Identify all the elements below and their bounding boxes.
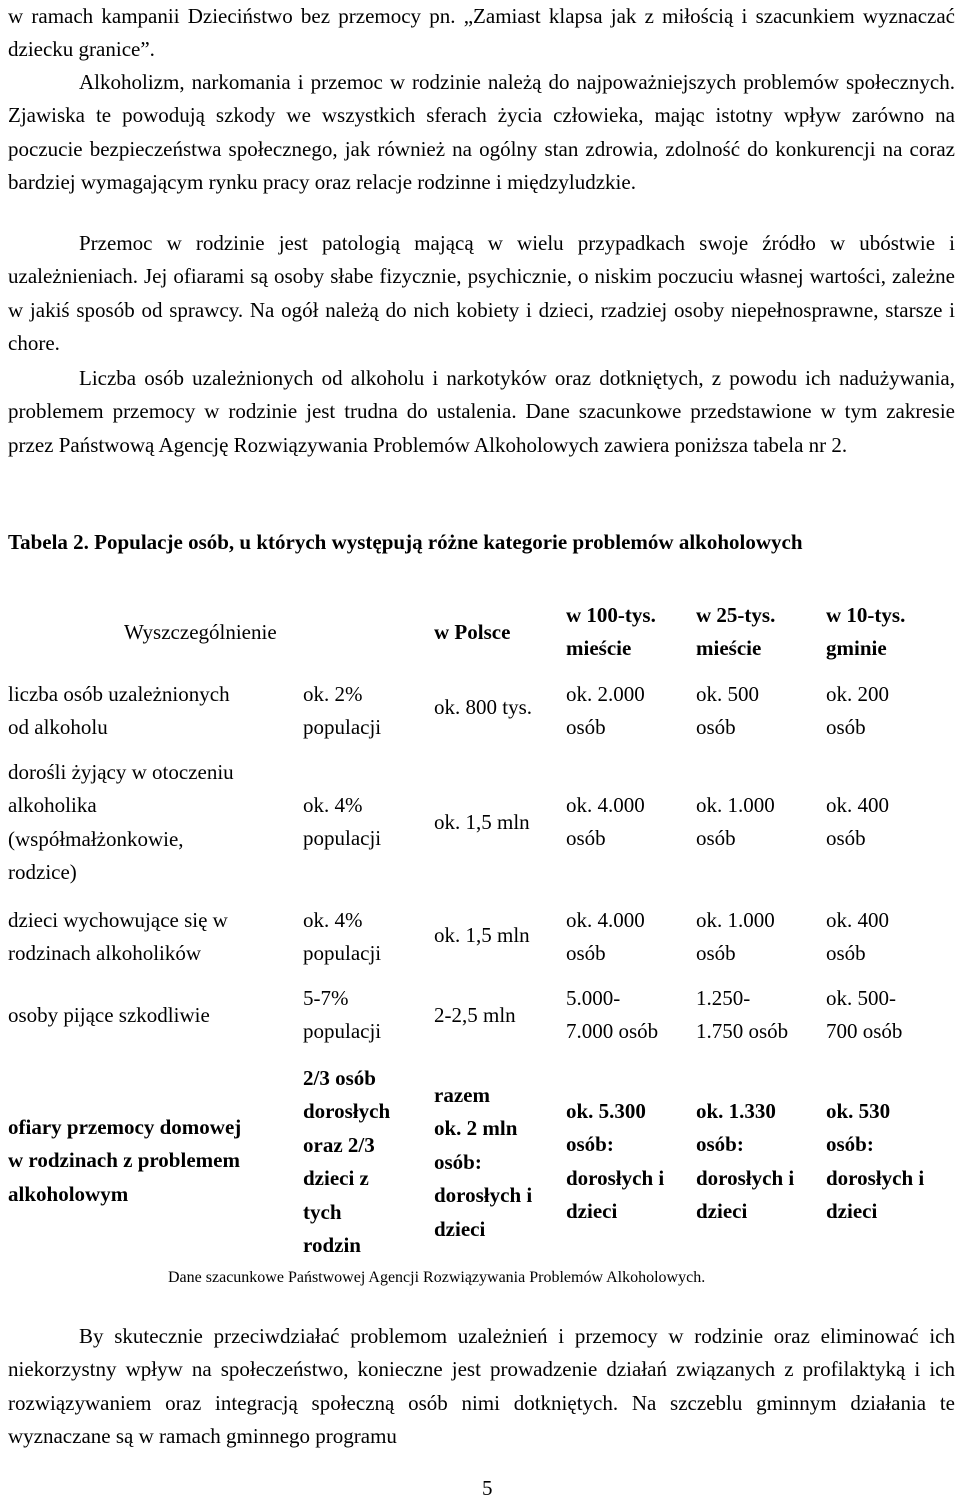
row-gmina-10k: ok. 530 osób: dorosłych i dzieci — [826, 1099, 925, 1224]
paragraph-statistics: Liczba osób uzależnionych od alkoholu i narkotyków oraz dotkniętych, z powodu ich nadużywania, problemem przemocy w rodzinie jest trudna do ustalenia. Dane szacunkowe przedstawione w tym zakresie przez Państwową Agencję Rozwiązywania Problemów Alkoholowych zawiera poniższa tabela nr 2. — [8, 366, 955, 457]
row-city-25k: ok. 1.000 osób — [696, 908, 775, 966]
header-city-100k: w 100-tys. mieście — [566, 603, 656, 661]
row-city-100k: ok. 2.000 osób — [566, 682, 645, 740]
row-poland: ok. 800 tys. — [434, 695, 533, 719]
paragraph-alcoholism: Alkoholizm, narkomania i przemoc w rodzinie należą do najpoważniejszych problemów społecznych. Zjawiska te powodują szkody we wszystkich sferach życia człowieka, mając istotny wpływ zarówno na poczucie bezpieczeństwa społecznego, jak również na ogólny stan zdrowia, zdolność do konkurencji na coraz bardziej wymagającym rynku pracy oraz relacje rodzinne i międzyludzkie. — [8, 70, 955, 195]
paragraph-prevention: By skutecznie przeciwdziałać problemom uzależnień i przemocy w rodzinie oraz eliminować ich niekorzystny wpływ na społeczeństwo, konieczne jest prowadzenie działań związanych z profilaktyką i ich rozwiązywaniem oraz integracją społeczną osób nimi dotkniętych. Na szczeblu gminnym działania te wyznaczane są w ramach gminnego programu — [8, 1324, 955, 1449]
row-percent: ok. 2% populacji — [303, 682, 382, 740]
row-city-100k: ok. 4.000 osób — [566, 908, 645, 966]
row-label: liczba osób uzależnionych od alkoholu — [8, 682, 230, 740]
table-title: Tabela 2. Populacje osób, u których występują różne kategorie problemów alkoholowych — [8, 530, 803, 554]
statistics-table — [8, 595, 955, 1258]
page-number: 5 — [482, 1476, 493, 1500]
table-row — [8, 675, 955, 745]
row-label: dzieci wychowujące się w rodzinach alkoholików — [8, 908, 228, 966]
row-poland: 2-2,5 mln — [434, 1003, 516, 1027]
table-row — [8, 755, 955, 895]
row-city-100k: ok. 4.000 osób — [566, 793, 645, 851]
row-poland: ok. 1,5 mln — [434, 923, 530, 947]
row-gmina-10k: ok. 400 osób — [826, 793, 889, 851]
header-label: Wyszczególnienie — [124, 620, 277, 644]
row-label: ofiary przemocy domowej w rodzinach z problemem alkoholowym — [8, 1115, 242, 1206]
row-gmina-10k: ok. 200 osób — [826, 682, 889, 740]
row-percent: 5-7% populacji — [303, 986, 382, 1044]
table-row — [8, 981, 955, 1053]
row-percent: ok. 4% populacji — [303, 908, 382, 966]
table-row — [8, 903, 955, 975]
row-gmina-10k: ok. 400 osób — [826, 908, 889, 966]
row-city-100k: 5.000- 7.000 osób — [566, 986, 659, 1044]
row-percent: ok. 4% populacji — [303, 793, 382, 851]
row-label: dorośli żyjący w otoczeniu alkoholika (współmałżonkowie, rodzice) — [8, 760, 234, 885]
row-city-100k: ok. 5.300 osób: dorosłych i dzieci — [566, 1099, 665, 1224]
row-city-25k: 1.250- 1.750 osób — [696, 986, 789, 1044]
row-city-25k: ok. 1.000 osób — [696, 793, 775, 851]
row-percent: 2/3 osób dorosłych oraz 2/3 dzieci z tych rodzin — [303, 1066, 391, 1258]
header-poland: w Polsce — [434, 620, 511, 644]
table-header-row — [8, 595, 955, 667]
table-source-note: Dane szacunkowe Państwowej Agencji Rozwiązywania Problemów Alkoholowych. — [168, 1269, 706, 1286]
paragraph-campaign: w ramach kampanii Dzieciństwo bez przemocy pn. „Zamiast klapsa jak z miłością i szacunkiem wyznaczać dziecku granice”. — [8, 4, 955, 62]
row-label: osoby pijące szkodliwie — [8, 1003, 210, 1027]
paragraph-violence: Przemoc w rodzinie jest patologią mającą w wielu przypadkach swoje źródło w ubóstwie i uzależnieniach. Jej ofiarami są osoby słabe fizycznie, psychicznie, o niskim poczuciu własnej wartości, zależne w jakiś sposób od sprawcy. Na ogół należą do nich kobiety i dzieci, rzadziej osoby niepełnosprawne, starsze i chore. — [8, 231, 955, 356]
row-poland: razem ok. 2 mln osób: dorosłych i dzieci — [434, 1083, 533, 1241]
row-gmina-10k: ok. 500- 700 osób — [826, 986, 903, 1044]
row-city-25k: ok. 500 osób — [696, 682, 759, 740]
header-city-25k: w 25-tys. mieście — [696, 603, 776, 661]
row-city-25k: ok. 1.330 osób: dorosłych i dzieci — [696, 1099, 795, 1224]
table-row — [8, 1061, 955, 1261]
header-gmina-10k: w 10-tys. gminie — [826, 603, 906, 661]
row-poland: ok. 1,5 mln — [434, 810, 530, 834]
